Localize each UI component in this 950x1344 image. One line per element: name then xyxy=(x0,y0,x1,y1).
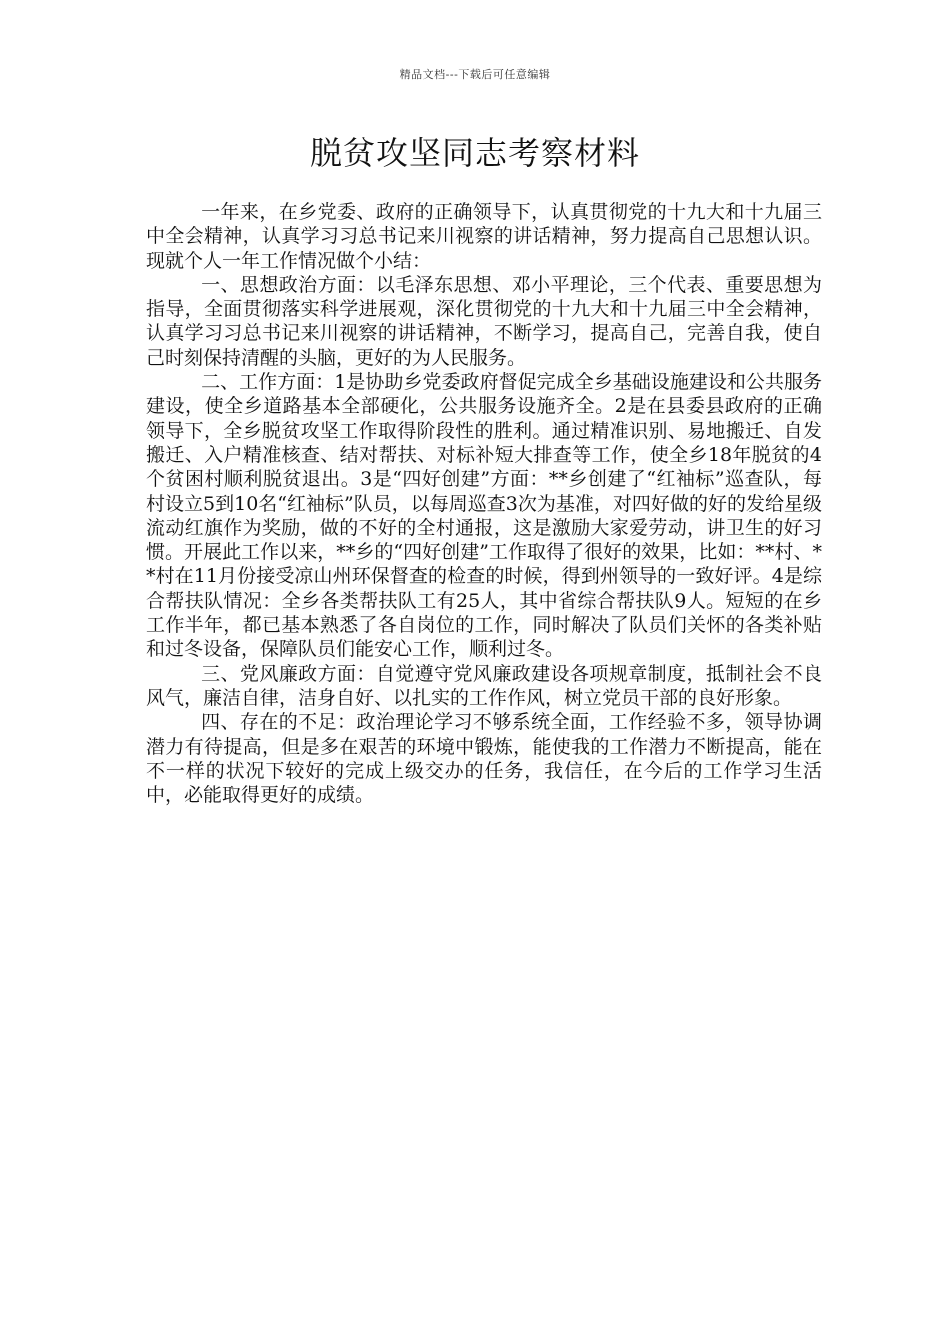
page-title: 脱贫攻坚同志考察材料 xyxy=(309,134,640,172)
paragraph-work: 二、工作方面：1是协助乡党委政府督促完成全乡基础设施建设和公共服务建设，使全乡道路基本全部硬化，公共服务设施齐全。2是在县委县政府的正确领导下，全乡脱贫攻坚工作取得阶段性的胜利。通过精准识别、易地搬迁、自发搬迁、入户精准核查、结对帮扶、对标补短大排查等工作，使全乡18年脱贫的4个贫困村顺利脱贫退出。3是“四好创建”方面：**乡创建了“红袖标”巡查队，每村设立5到10名“红袖标”队员，以每周巡查3次为基准，对四好做的好的发给星级流动红旗作为奖励，做的不好的全村通报，这是激励大家爱劳动，讲卫生的好习惯。开展此工作以来，**乡的“四好创建”工作取得了很好的效果，比如：**村、**村在11月份接受凉山州环保督查的检查的时候，得到州领导的一致好评。4是综合帮扶队情况：全乡各类帮扶队工有25人，其中省综合帮扶队9人。短短的在乡工作半年，都已基本熟悉了各自岗位的工作，同时解决了队员们关怀的各类补贴和过冬设备，保障队员们能安心工作，顺利过冬。 xyxy=(146,371,822,661)
header-note: 精品文档---下载后可任意编辑 xyxy=(399,68,551,81)
paragraph-shortcomings: 四、存在的不足：政治理论学习不够系统全面，工作经验不多，领导协调潜力有待提高，但是多在艰苦的环境中锻炼，能使我的工作潜力不断提高，能在不一样的状况下较好的完成上级交办的任务，我信任，在今后的工作学习生活中，必能取得更好的成绩。 xyxy=(146,711,822,807)
paragraph-integrity: 三、党风廉政方面：自觉遵守党风廉政建设各项规章制度，抵制社会不良风气，廉洁自律，洁身自好、以扎实的工作作风，树立党员干部的良好形象。 xyxy=(146,662,822,709)
document-body xyxy=(146,200,822,807)
paragraph-intro: 一年来，在乡党委、政府的正确领导下，认真贯彻党的十九大和十九届三中全会精神，认真学习习总书记来川视察的讲话精神，努力提高自己思想认识。现就个人一年工作情况做个小结： xyxy=(146,201,822,272)
paragraph-ideology: 一、思想政治方面：以毛泽东思想、邓小平理论，三个代表、重要思想为指导，全面贯彻落实科学进展观，深化贯彻党的十九大和十九届三中全会精神，认真学习习总书记来川视察的讲话精神，不断学习，提高自己，完善自我，使自己时刻保持清醒的头脑，更好的为人民服务。 xyxy=(146,273,822,369)
